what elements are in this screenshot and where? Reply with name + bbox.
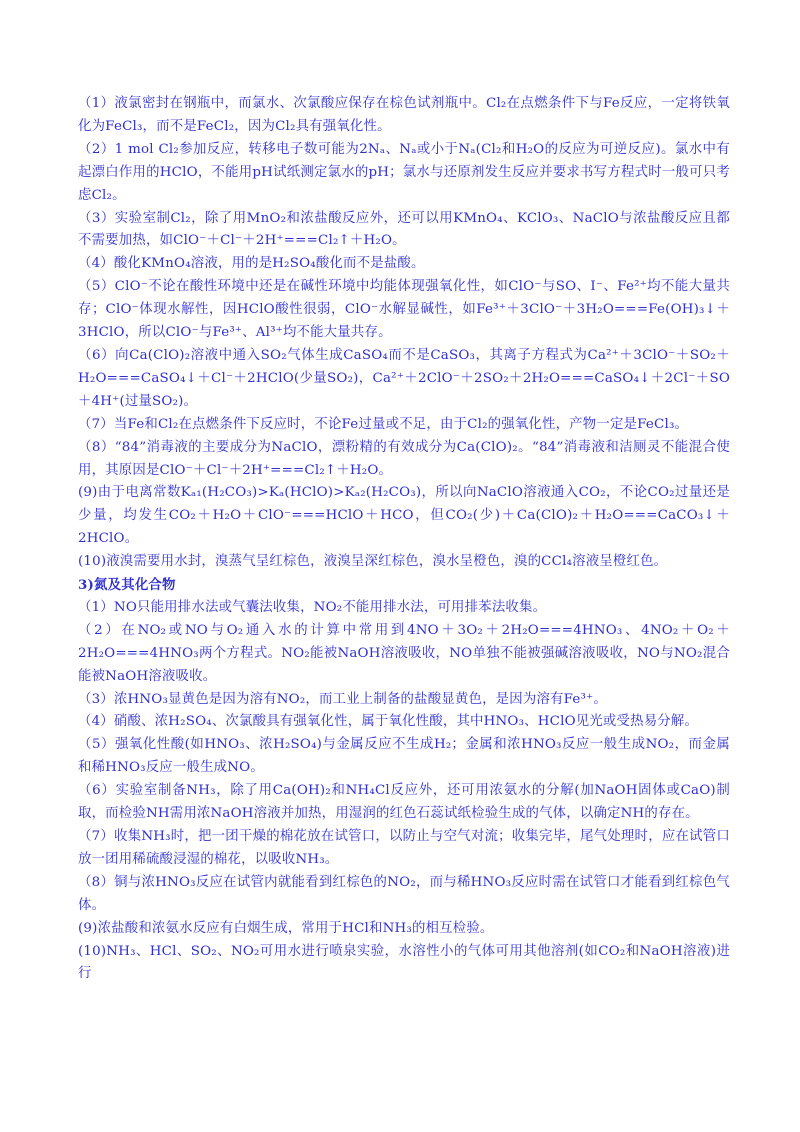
chlorine-note-7: （7）当Fe和Cl₂在点燃条件下反应时，不论Fe过量或不足，由于Cl₂的强氧化性，产物一定是FeCl₃。 [78, 416, 689, 432]
nitrogen-note-6: （6）实验室制备NH₃，除了用Ca(OH)₂和NH₄Cl反应外，还可用浓氨水的分解(加NaOH固体或CaO)制取，而检验NH需用浓NaOH溶液并加热，用湿润的红色石蕊试纸检验生成的气体，以确定NH的存在。 [78, 783, 730, 822]
nitrogen-note-2: （2）在NO₂或NO与O₂通入水的计算中常用到4NO＋3O₂＋2H₂O===4HNO₃、4NO₂＋O₂＋2H₂O===4HNO₃两个方程式。NO₂能被NaOH溶液吸收，NO单独不能被强碱溶液吸收，NO与NO₂混合能被NaOH溶液吸收。 [78, 622, 730, 684]
nitrogen-section-heading: 3)氮及其化合物 [78, 577, 176, 594]
chlorine-note-6: （6）向Ca(ClO)₂溶液中通入SO₂气体生成CaSO₄而不是CaSO₃，其离子方程式为Ca²⁺＋3ClO⁻＋SO₂＋H₂O===CaSO₄↓＋Cl⁻＋2HClO(少量SO₂)，Ca²⁺＋2ClO⁻＋2SO₂＋2H₂O===CaSO₄↓＋2Cl⁻＋SO＋4H⁺(过量SO₂)。 [78, 347, 730, 409]
nitrogen-note-1: （1）NO只能用排水法或气囊法收集，NO₂不能用排水法，可用排苯法收集。 [78, 599, 547, 615]
nitrogen-note-10: (10)NH₃、HCl、SO₂、NO₂可用水进行喷泉实验，水溶性小的气体可用其他溶剂(如CO₂和NaOH溶液)进行 [78, 943, 730, 982]
chlorine-note-4: （4）酸化KMnO₄溶液，用的是H₂SO₄酸化而不是盐酸。 [78, 256, 425, 272]
nitrogen-note-8: （8）铜与浓HNO₃反应在试管内就能看到红棕色的NO₂，而与稀HNO₃反应时需在试管口才能看到红棕色气体。 [78, 874, 730, 913]
nitrogen-note-3: （3）浓HNO₃显黄色是因为溶有NO₂，而工业上制备的盐酸显黄色，是因为溶有Fe³⁺。 [78, 691, 607, 707]
nitrogen-note-9: (9)浓盐酸和浓氨水反应有白烟生成，常用于HCl和NH₃的相互检验。 [78, 920, 494, 936]
chlorine-note-8: （8）“84”消毒液的主要成分为NaClO，漂粉精的有效成分为Ca(ClO)₂。“84”消毒液和洁厕灵不能混合使用，其原因是ClO⁻＋Cl⁻＋2H⁺===Cl₂↑＋H₂O。 [78, 439, 730, 478]
document-page [78, 93, 730, 986]
nitrogen-note-5: （5）强氧化性酸(如HNO₃、浓H₂SO₄)与金属反应不生成H₂；金属和浓HNO₃反应一般生成NO₂，而金属和稀HNO₃反应一般生成NO。 [78, 737, 730, 776]
nitrogen-note-7: （7）收集NH₃时，把一团干燥的棉花放在试管口，以防止与空气对流；收集完毕，尾气处理时，应在试管口放一团用稀硫酸浸湿的棉花，以吸收NH₃。 [78, 829, 730, 867]
chlorine-note-2: （2）1 mol Cl₂参加反应，转移电子数可能为2Nₐ、Nₐ或小于Nₐ(Cl₂和H₂O的反应为可逆反应)。氯水中有起漂白作用的HClO，不能用pH试纸测定氯水的pH；氯水与还原剂发生反应并要求书写方程式时一般可只考虑Cl₂。 [78, 141, 730, 203]
chlorine-note-10: (10)液溴需要用水封，溴蒸气呈红棕色，液溴呈深红棕色，溴水呈橙色，溴的CCl₄溶液呈橙红色。 [78, 554, 668, 570]
chlorine-note-9: (9)由于电离常数Kₐ₁(H₂CO₃)>Kₐ(HClO)>Kₐ₂(H₂CO₃)，所以向NaClO溶液通入CO₂，不论CO₂过量还是少量，均发生CO₂＋H₂O＋ClO⁻===HClO＋HCO，但CO₂(少)＋Ca(ClO)₂＋H₂O===CaCO₃↓＋2HClO。 [78, 485, 730, 547]
chlorine-note-3: （3）实验室制Cl₂，除了用MnO₂和浓盐酸反应外，还可以用KMnO₄、KClO₃、NaClO与浓盐酸反应且都不需要加热，如ClO⁻＋Cl⁻＋2H⁺===Cl₂↑＋H₂O。 [78, 210, 730, 249]
chlorine-note-1: （1）液氯密封在钢瓶中，而氯水、次氯酸应保存在棕色试剂瓶中。Cl₂在点燃条件下与Fe反应，一定将铁氧化为FeCl₃，而不是FeCl₂，因为Cl₂具有强氧化性。 [78, 96, 730, 134]
chlorine-note-5: （5）ClO⁻不论在酸性环境中还是在碱性环境中均能体现强氧化性，如ClO⁻与SO、I⁻、Fe²⁺均不能大量共存；ClO⁻体现水解性，因HClO酸性很弱，ClO⁻水解显碱性，如Fe³⁺＋3ClO⁻＋3H₂O===Fe(OH)₃↓＋3HClO，所以ClO⁻与Fe³⁺、Al³⁺均不能大量共存。 [78, 279, 730, 341]
nitrogen-note-4: （4）硝酸、浓H₂SO₄、次氯酸具有强氧化性，属于氧化性酸，其中HNO₃、HClO见光或受热易分解。 [78, 714, 699, 730]
